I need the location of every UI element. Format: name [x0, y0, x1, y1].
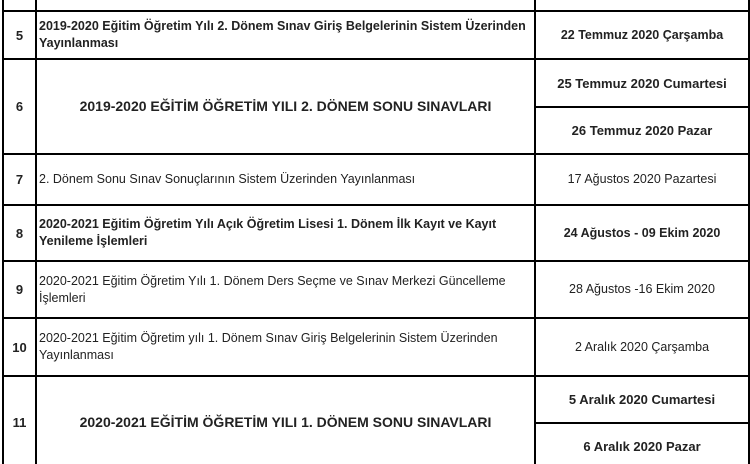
event-description: 2020-2021 Eğitim Öğretim yılı 1. Dönem Sınav Giriş Belgelerinin Sistem Üzerinden Yayınlanması [36, 318, 535, 376]
exam-date-first: 5 Aralık 2020 Cumartesi [535, 376, 749, 423]
table-row [3, 59, 749, 107]
row-top-event-cell [36, 0, 535, 11]
event-description: 2020-2021 Eğitim Öğretim Yılı Açık Öğretim Lisesi 1. Dönem İlk Kayıt ve Kayıt Yenileme İşlemleri [36, 205, 535, 261]
row-top-date-cell [535, 0, 749, 11]
exam-date-second: 26 Temmuz 2020 Pazar [535, 107, 749, 154]
table-row [3, 154, 749, 205]
row-top-num-cell [3, 0, 36, 11]
exam-title: 2020-2021 EĞİTİM ÖĞRETİM YILI 1. DÖNEM SONU SINAVLARI [36, 376, 535, 464]
event-date: 24 Ağustos - 09 Ekim 2020 [535, 205, 749, 261]
exam-date-first: 25 Temmuz 2020 Cumartesi [535, 59, 749, 107]
event-description: 2020-2021 Eğitim Öğretim Yılı 1. Dönem Ders Seçme ve Sınav Merkezi Güncelleme İşlemleri [36, 261, 535, 318]
table-row [3, 318, 749, 376]
event-date: 17 Ağustos 2020 Pazartesi [535, 154, 749, 205]
exam-title: 2019-2020 EĞİTİM ÖĞRETİM YILI 2. DÖNEM SONU SINAVLARI [36, 59, 535, 154]
table-row [3, 205, 749, 261]
table-row [3, 11, 749, 59]
table-row [3, 261, 749, 318]
event-description: 2019-2020 Eğitim Öğretim Yılı 2. Dönem Sınav Giriş Belgelerinin Sistem Üzerinden Yayınlanması [36, 11, 535, 59]
table-row-top-partial [3, 0, 749, 11]
row-number: 10 [3, 318, 36, 376]
event-date: 28 Ağustos -16 Ekim 2020 [535, 261, 749, 318]
event-date: 2 Aralık 2020 Çarşamba [535, 318, 749, 376]
row-number: 8 [3, 205, 36, 261]
row-number: 5 [3, 11, 36, 59]
exam-date-second: 6 Aralık 2020 Pazar [535, 423, 749, 464]
row-number: 6 [3, 59, 36, 154]
event-date: 22 Temmuz 2020 Çarşamba [535, 11, 749, 59]
row-number: 9 [3, 261, 36, 318]
schedule-table [2, 0, 750, 464]
table-row [3, 376, 749, 423]
event-description: 2. Dönem Sonu Sınav Sonuçlarının Sistem Üzerinden Yayınlanması [36, 154, 535, 205]
row-number: 11 [3, 376, 36, 464]
row-number: 7 [3, 154, 36, 205]
